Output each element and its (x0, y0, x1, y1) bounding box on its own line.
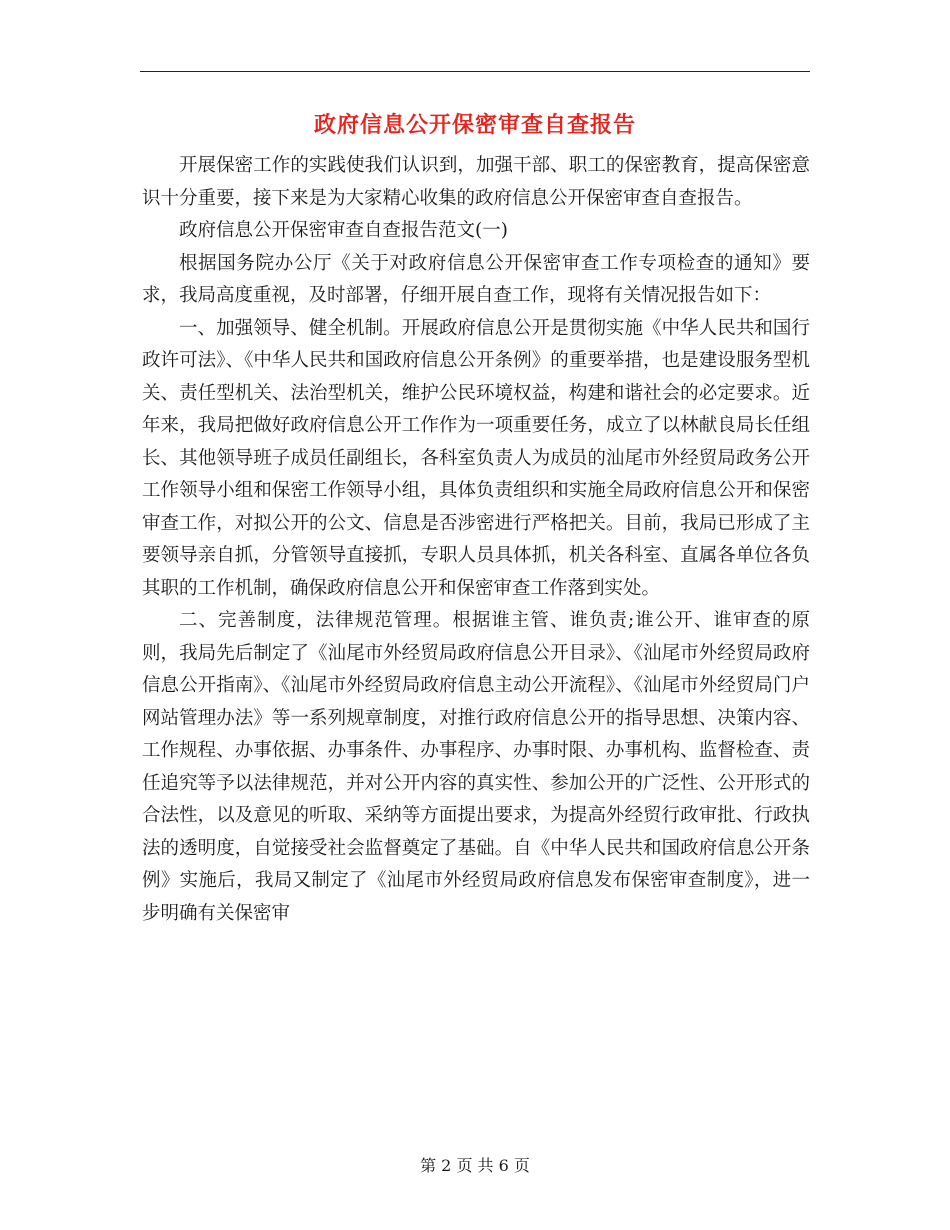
document-body (142, 150, 810, 930)
paragraph-section-1: 一、加强领导、健全机制。开展政府信息公开是贯彻实施《中华人民共和国行政许可法》、《中华人民共和国政府信息公开条例》的重要举措，也是建设服务型机关、责任型机关、法治型机关，维护公民环境权益，构建和谐社会的必定要求。近年来，我局把做好政府信息公开工作作为一项重要任务，成立了以林献良局长任组长、其他领导班子成员任副组长，各科室负责人为成员的汕尾市外经贸局政务公开工作领导小组和保密工作领导小组，具体负责组织和实施全局政府信息公开和保密审查工作，对拟公开的公文、信息是否涉密进行严格把关。目前，我局已形成了主要领导亲自抓，分管领导直接抓，专职人员具体抓，机关各科室、直属各单位各负其职的工作机制，确保政府信息公开和保密审查工作落到实处。 (142, 317, 810, 599)
paragraph-intro: 开展保密工作的实践使我们认识到，加强干部、职工的保密教育，提高保密意识十分重要，接下来是为大家精心收集的政府信息公开保密审查自查报告。 (142, 155, 810, 209)
header-rule (140, 71, 810, 72)
paragraph-subtitle: 政府信息公开保密审查自查报告范文(一) (179, 220, 508, 241)
paragraph-preface: 根据国务院办公厅《关于对政府信息公开保密审查工作专项检查的通知》要求，我局高度重视，及时部署，仔细开展自查工作，现将有关情况报告如下： (142, 252, 810, 306)
page-number-footer: 第 2 页 共 6 页 (420, 1156, 530, 1175)
document-title: 政府信息公开保密审查自查报告 (313, 112, 636, 138)
paragraph-section-2: 二、完善制度，法律规范管理。根据谁主管、谁负责;谁公开、谁审查的原则，我局先后制定了《汕尾市外经贸局政府信息公开目录》、《汕尾市外经贸局政府信息公开指南》、《汕尾市外经贸局政府信息主动公开流程》、《汕尾市外经贸局门户网站管理办法》等一系列规章制度，对推行政府信息公开的指导思想、决策内容、工作规程、办事依据、办事条件、办事程序、办事时限、办事机构、监督检查、责任追究等予以法律规范，并对公开内容的真实性、参加公开的广泛性、公开形式的合法性，以及意见的听取、采纳等方面提出要求，为提高外经贸行政审批、行政执法的透明度，自觉接受社会监督奠定了基础。自《中华人民共和国政府信息公开条例》实施后，我局又制定了《汕尾市外经贸局政府信息发布保密审查制度》，进一步明确有关保密审 (142, 610, 810, 924)
